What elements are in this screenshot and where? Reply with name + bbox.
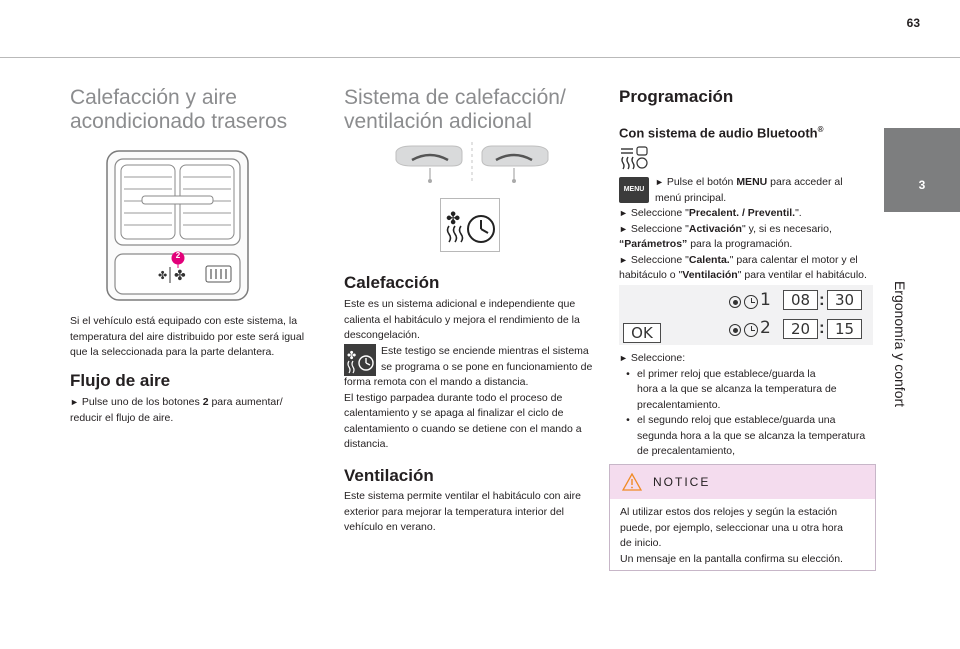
header-divider <box>0 57 960 58</box>
heater-indicator-icon <box>344 344 376 376</box>
section-airflow-title: Flujo de aire <box>70 371 171 390</box>
list-item: • el segundo reloj que establece/guarda una segunda hora a la que se alcanza la temperatura de precalentamiento, <box>626 414 866 457</box>
title-line: ventilación adicional <box>344 110 532 133</box>
clock-2-minutes[interactable]: 15 <box>827 319 862 339</box>
warning-triangle-icon <box>622 473 642 491</box>
title-line: acondicionado traseros <box>70 110 288 133</box>
page-number: 63 <box>906 16 920 30</box>
section-ventilation-title: Ventilación <box>344 466 434 485</box>
aux-heating-warning-light <box>440 198 500 252</box>
clock-1-icon <box>744 295 758 309</box>
chapter-title <box>880 224 920 464</box>
arrow-bullet-icon: ► <box>619 208 628 218</box>
clock-2-separator: : <box>819 318 825 337</box>
paragraph-line: que la seleccionada para la parte delantera. <box>70 346 275 358</box>
programming-steps: ► Seleccione "Precalent. / Preventil.". ► Seleccione "Activación" y, si es necesario, “Parámetros” para la programación. ► Seleccione "Calenta." para calentar el motor y el habitáculo o "Ventilación" para ventilar el habitáculo. <box>619 207 867 281</box>
clock-selection-list: ► Seleccione: • el primer reloj que establece/guarda la hora a la que se alcanza la temperatura de precalentamiento. • el segundo reloj que establece/guarda una segunda hora a la que se alcanza la temperatura de precalentamiento, <box>619 351 884 460</box>
steering-wheel-svg <box>392 138 552 186</box>
clock-2-hours[interactable]: 20 <box>783 319 818 339</box>
clock-2-icon <box>744 323 758 337</box>
arrow-bullet-icon: ► <box>619 254 628 265</box>
title-line: Calefacción y aire <box>70 86 237 109</box>
clock-1-separator: : <box>819 290 825 309</box>
notice-box <box>609 464 876 571</box>
section-aux-heating-title <box>344 86 604 134</box>
heater-timer-icon <box>440 198 500 252</box>
arrow-bullet-icon: ► <box>619 353 628 363</box>
clock-1-number: 1 <box>760 290 771 310</box>
preheating-clock-screen <box>619 285 873 345</box>
rear-vent-svg <box>106 150 249 301</box>
arrow-bullet-icon: ► <box>655 177 664 187</box>
clock-1-hours[interactable]: 08 <box>783 290 818 310</box>
arrow-bullet-icon: ► <box>619 223 628 234</box>
radio-clock-2-icon[interactable] <box>729 324 741 336</box>
indicator-description: Este testigo se enciende mientras el sistema se programa o se pone en funcionamiento de <box>381 345 593 373</box>
svg-text:✤: ✤ <box>158 269 168 282</box>
chapter-title-text: Ergonomía y confort <box>892 280 908 408</box>
title-line: Sistema de calefacción/ <box>344 86 566 109</box>
svg-text:✤: ✤ <box>446 209 461 229</box>
bluetooth-audio-subtitle: Con sistema de audio Bluetooth® <box>619 125 824 141</box>
airflow-instructions: ► Pulse uno de los botones 2 para aumentar/ reducir el flujo de aire. <box>70 396 283 424</box>
indicator-description-cont: forma remota con el mando a distancia. El testigo parpadea durante todo el proceso de calentamiento y se apaga al finalizar el ciclo de calentamiento o cuando se detiene con el mando a distancia. <box>344 376 582 450</box>
climate-settings-icon <box>619 143 649 171</box>
section-programming-title: Programación <box>619 87 734 106</box>
clock-1-minutes[interactable]: 30 <box>827 290 862 310</box>
paragraph-line: temperatura del aire distribuido por este será igual <box>70 330 305 343</box>
step-menu: ► Pulse el botón MENU para acceder al menú principal. <box>655 176 843 204</box>
chapter-tab[interactable] <box>884 128 960 212</box>
svg-text:✤: ✤ <box>347 349 357 362</box>
clock-2-number: 2 <box>760 318 771 338</box>
svg-text:✤: ✤ <box>174 268 186 284</box>
menu-button-icon: MENU <box>619 177 649 203</box>
rear-vent-illustration <box>106 150 249 301</box>
rear-climate-intro <box>70 314 345 361</box>
section-heating-title: Calefacción <box>344 273 440 292</box>
list-item: • el primer reloj que establece/guarda la hora a la que se alcanza la temperatura de precalentamiento. <box>626 367 837 411</box>
ventilation-description: Este sistema permite ventilar el habitáculo con aire exterior para mejorar la temperatura interior del vehículo en verano. <box>344 490 581 533</box>
callout-number: 2 <box>175 251 181 260</box>
section-rear-climate-title <box>70 86 340 134</box>
radio-clock-1-icon[interactable] <box>729 296 741 308</box>
notice-body: Al utilizar estos dos relojes y según la estación puede, por ejemplo, seleccionar una u otra hora de inicio. Un mensaje en la pantalla confirma su elección. <box>620 506 843 565</box>
ok-button[interactable]: OK <box>623 323 661 343</box>
arrow-bullet-icon: ► <box>70 397 79 407</box>
heating-description: Este es un sistema adicional e independiente que calienta el habitáculo y mejora el rendimiento de la descongelación. <box>344 298 580 341</box>
steering-wheel-diagram <box>392 138 552 186</box>
notice-title: NOTICE <box>653 475 711 489</box>
chapter-number: 3 <box>918 178 926 192</box>
paragraph-line: Si el vehículo está equipado con este sistema, la <box>70 315 298 327</box>
notice-header <box>610 465 875 499</box>
